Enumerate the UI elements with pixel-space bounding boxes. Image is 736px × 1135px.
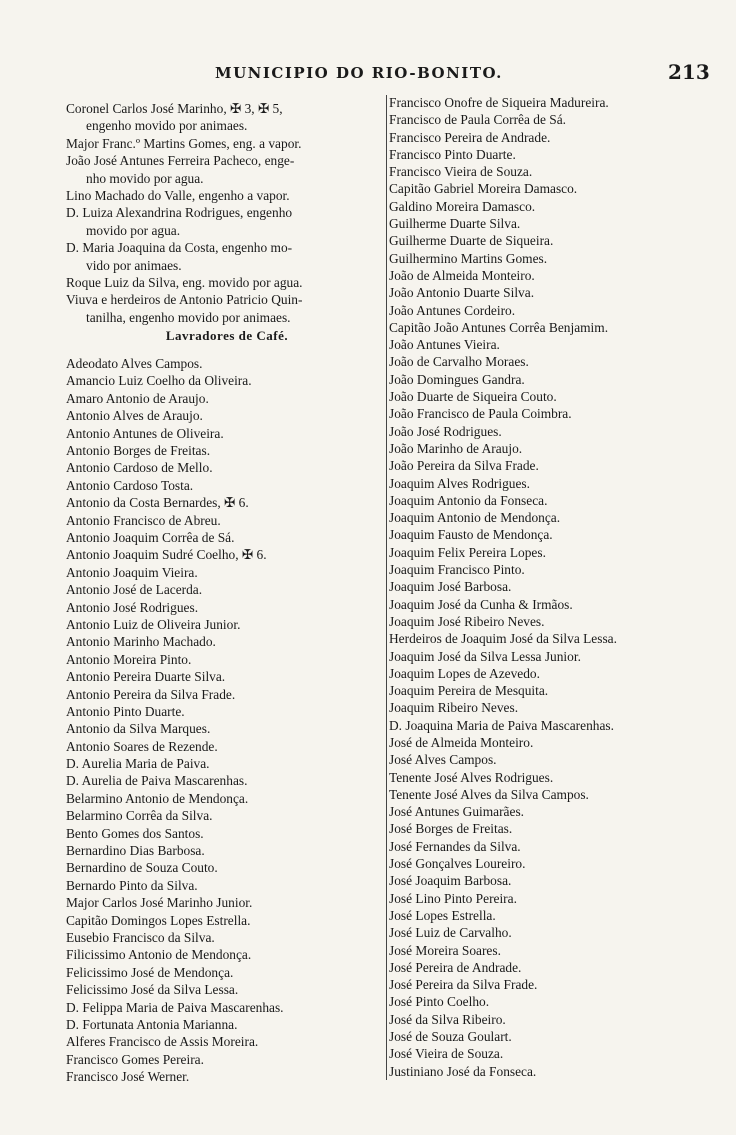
list-item: João Pereira da Silva Frade. [389, 458, 539, 474]
list-item: João Francisco de Paula Coimbra. [389, 406, 572, 422]
list-item: Antonio Francisco de Abreu. [66, 512, 221, 528]
list-item: José de Souza Goulart. [389, 1029, 512, 1045]
list-item: José Moreira Soares. [389, 942, 501, 958]
list-item: João de Almeida Monteiro. [389, 267, 535, 283]
list-item: João José Rodrigues. [389, 423, 502, 439]
list-item: Joaquim José Ribeiro Neves. [389, 613, 545, 629]
list-item: movido por agua. [86, 222, 181, 238]
list-item: Eusebio Francisco da Silva. [66, 929, 215, 945]
list-item: Antonio Pereira da Silva Frade. [66, 686, 236, 702]
list-item: José Lino Pinto Pereira. [389, 890, 517, 906]
list-item: Tenente José Alves Rodrigues. [389, 769, 554, 785]
list-item: Antonio Pinto Duarte. [66, 703, 185, 719]
list-item: Antonio Moreira Pinto. [66, 651, 192, 667]
list-item: Belarmino Corrêa da Silva. [66, 808, 213, 824]
list-item: Joaquim Antonio da Fonseca. [389, 492, 548, 508]
list-item: Tenente José Alves da Silva Campos. [389, 786, 589, 802]
mill-owners-list [66, 100, 388, 326]
list-item: Bernardino de Souza Couto. [66, 860, 218, 876]
list-item: José Lopes Estrella. [389, 907, 496, 923]
list-item: D. Aurelia Maria de Paiva. [66, 756, 210, 772]
list-item: Joaquim Alves Rodrigues. [389, 475, 530, 491]
list-item: Viuva e herdeiros de Antonio Patricio Quin- [66, 292, 303, 308]
list-item: Antonio Cardoso Tosta. [66, 477, 194, 493]
list-item: José Pinto Coelho. [389, 994, 490, 1010]
list-item: Antonio Cardoso de Mello. [66, 460, 213, 476]
list-item: Antonio José Rodrigues. [66, 599, 199, 615]
list-item: D. Maria Joaquina da Costa, engenho mo- [66, 240, 293, 256]
list-item: Francisco José Werner. [66, 1069, 190, 1085]
list-item: Antonio Luiz de Oliveira Junior. [66, 616, 241, 632]
list-item: Joaquim José da Cunha & Irmãos. [389, 596, 573, 612]
list-item: Galdino Moreira Damasco. [389, 198, 536, 214]
list-item: Bernardo Pinto da Silva. [66, 877, 198, 893]
list-item: Justiniano José da Fonseca. [389, 1063, 537, 1079]
list-item: Lino Machado do Valle, engenho a vapor. [66, 187, 290, 203]
list-item: Joaquim Antonio de Mendonça. [389, 510, 561, 526]
list-item: Francisco Gomes Pereira. [66, 1051, 204, 1067]
list-item: Antonio Borges de Freitas. [66, 443, 211, 459]
list-item: Capitão João Antunes Corrêa Benjamim. [389, 319, 609, 335]
list-item: Felicissimo José de Mendonça. [66, 964, 234, 980]
list-item: D. Joaquina Maria de Paiva Mascarenhas. [389, 717, 614, 733]
list-item: Francisco Vieira de Souza. [389, 164, 533, 180]
list-item: engenho movido por animaes. [86, 118, 248, 134]
list-item: Antonio José de Lacerda. [66, 582, 203, 598]
list-item: José Pereira da Silva Frade. [389, 977, 538, 993]
list-item: José Borges de Freitas. [389, 821, 513, 837]
list-item: Joaquim Pereira de Mesquita. [389, 683, 549, 699]
list-item: Bernardino Dias Barbosa. [66, 843, 205, 859]
list-item: Guilherme Duarte de Siqueira. [389, 233, 554, 249]
list-item: Joaquim Fausto de Mendonça. [389, 527, 553, 543]
list-item: José Antunes Guimarães. [389, 804, 524, 820]
list-item: Capitão Gabriel Moreira Damasco. [389, 181, 578, 197]
list-item: João Domingues Gandra. [389, 371, 525, 387]
list-item: Francisco Pinto Duarte. [389, 146, 516, 162]
list-item: vido por animaes. [86, 257, 182, 273]
list-item: Antonio Joaquim Sudré Coelho, ✠ 6. [66, 547, 267, 563]
list-item: Roque Luiz da Silva, eng. movido por agua. [66, 274, 303, 290]
list-item: D. Aurelia de Paiva Mascarenhas. [66, 773, 248, 789]
section-heading: Lavradores de Café. [165, 328, 289, 344]
list-item: Antonio Marinho Machado. [66, 634, 216, 650]
list-item: Major Franc.º Martins Gomes, eng. a vapor. [66, 135, 302, 151]
list-item: Antonio Joaquim Corrêa de Sá. [66, 529, 235, 545]
coffee-farmers-list-left [66, 355, 388, 1085]
list-item: Antonio Alves de Araujo. [66, 408, 203, 424]
list-item: José Vieira de Souza. [389, 1046, 504, 1062]
list-item: Francisco de Paula Corrêa de Sá. [389, 112, 566, 128]
right-column [389, 94, 719, 1080]
list-item: José Pereira de Andrade. [389, 959, 522, 975]
list-item: João Marinho de Araujo. [389, 440, 523, 456]
list-item: Filicissimo Antonio de Mendonça. [66, 947, 252, 963]
list-item: Joaquim Francisco Pinto. [389, 562, 525, 578]
list-item: Joaquim Felix Pereira Lopes. [389, 544, 546, 560]
list-item: João Antunes Vieira. [389, 337, 500, 353]
list-item: José Alves Campos. [389, 752, 497, 768]
list-item: D. Luiza Alexandrina Rodrigues, engenho [66, 205, 293, 221]
page-number: 213 [668, 60, 710, 84]
list-item: João de Carvalho Moraes. [389, 354, 529, 370]
list-item: José Joaquim Barbosa. [389, 873, 512, 889]
coffee-farmers-list-right [389, 94, 719, 1080]
list-item: Francisco Onofre de Siqueira Madureira. [389, 95, 609, 110]
list-item: Amancio Luiz Coelho da Oliveira. [66, 373, 252, 389]
list-item: João Antonio Duarte Silva. [389, 285, 535, 301]
list-item: Bento Gomes dos Santos. [66, 825, 204, 841]
list-item: Alferes Francisco de Assis Moreira. [66, 1034, 259, 1050]
list-item: Herdeiros de Joaquim José da Silva Lessa. [389, 631, 617, 647]
left-column [66, 100, 388, 1085]
list-item: Belarmino Antonio de Mendonça. [66, 790, 249, 806]
list-item: Major Carlos José Marinho Junior. [66, 895, 253, 911]
list-item: João José Antunes Ferreira Pacheco, enge- [66, 153, 295, 169]
list-item: José de Almeida Monteiro. [389, 734, 534, 750]
list-item: José Gonçalves Loureiro. [389, 856, 526, 872]
list-item: Antonio Soares de Rezende. [66, 738, 218, 754]
column-divider [386, 95, 387, 1080]
list-item: Antonio Pereira Duarte Silva. [66, 669, 226, 685]
list-item: Guilherme Duarte Silva. [389, 216, 521, 232]
list-item: D. Fortunata Antonia Marianna. [66, 1016, 238, 1032]
list-item: Joaquim Lopes de Azevedo. [389, 665, 540, 681]
list-item: Francisco Pereira de Andrade. [389, 129, 551, 145]
list-item: João Duarte de Siqueira Couto. [389, 389, 557, 405]
list-item: Amaro Antonio de Araujo. [66, 390, 209, 406]
list-item: Capitão Domingos Lopes Estrella. [66, 912, 251, 928]
list-item: Coronel Carlos José Marinho, ✠ 3, ✠ 5, [66, 101, 283, 116]
list-item: José Fernandes da Silva. [389, 838, 521, 854]
list-item: D. Felippa Maria de Paiva Mascarenhas. [66, 999, 284, 1015]
list-item: Guilhermino Martins Gomes. [389, 250, 548, 266]
list-item: Antonio da Costa Bernardes, ✠ 6. [66, 495, 249, 511]
list-item: José da Silva Ribeiro. [389, 1011, 506, 1027]
list-item: Joaquim José Barbosa. [389, 579, 512, 595]
list-item: Antonio Antunes de Oliveira. [66, 425, 224, 441]
list-item: Antonio da Silva Marques. [66, 721, 211, 737]
list-item: Joaquim José da Silva Lessa Junior. [389, 648, 581, 664]
list-item: tanilha, engenho movido por animaes. [86, 309, 291, 325]
list-item: Antonio Joaquim Vieira. [66, 564, 198, 580]
page-title: MUNICIPIO DO RIO-BONITO. [215, 64, 503, 82]
list-item: Joaquim Ribeiro Neves. [389, 700, 519, 716]
list-item: nho movido por agua. [86, 170, 204, 186]
list-item: José Luiz de Carvalho. [389, 925, 512, 941]
list-item: João Antunes Cordeiro. [389, 302, 516, 318]
list-item: Felicissimo José da Silva Lessa. [66, 982, 239, 998]
list-item: Adeodato Alves Campos. [66, 356, 203, 372]
